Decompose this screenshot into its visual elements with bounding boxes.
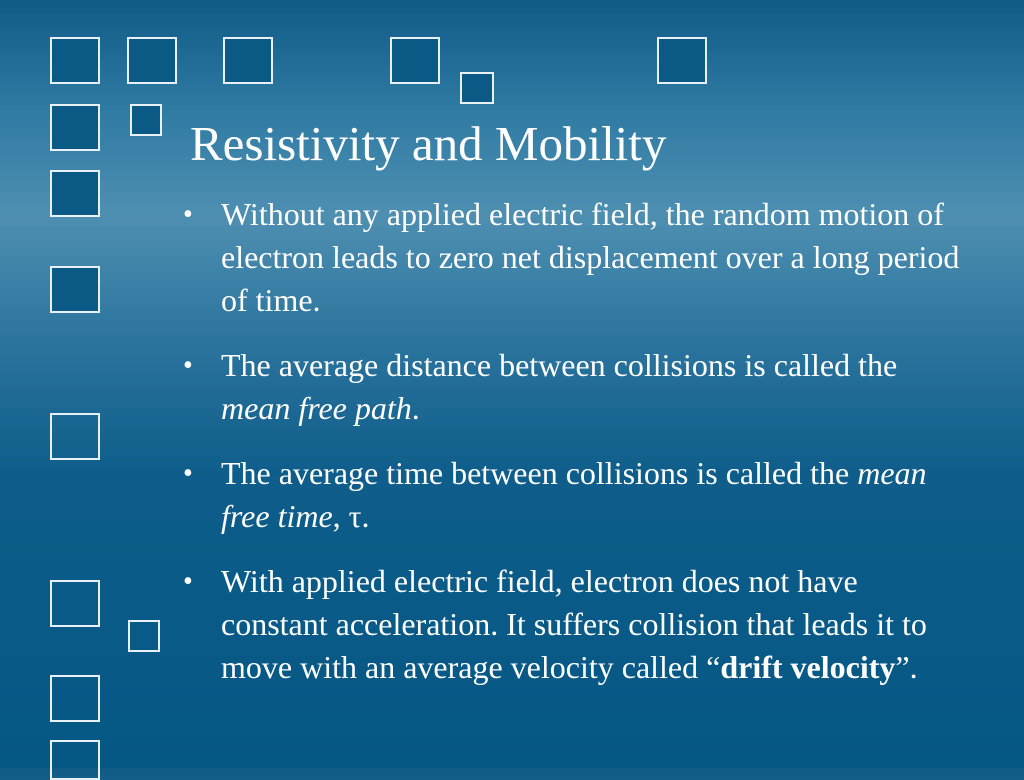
decorative-square bbox=[130, 104, 162, 136]
bullet-list bbox=[180, 193, 970, 711]
slide-title: Resistivity and Mobility bbox=[190, 116, 667, 171]
decorative-square bbox=[50, 266, 100, 313]
decorative-square bbox=[50, 675, 100, 722]
decorative-square bbox=[657, 37, 707, 84]
bullet-item bbox=[180, 344, 970, 430]
bullet-marker: • bbox=[183, 458, 193, 489]
bullet-marker: • bbox=[183, 199, 193, 230]
bullet-text-part: The average time between collisions is called the bbox=[221, 455, 858, 491]
bullet-text-part: The average distance between collisions is called the bbox=[221, 347, 898, 383]
bullet-item bbox=[180, 193, 970, 322]
bullet-strong: drift velocity bbox=[720, 649, 896, 685]
decorative-square bbox=[50, 580, 100, 627]
decorative-square bbox=[50, 413, 100, 460]
bullet-item bbox=[180, 452, 970, 538]
decorative-square bbox=[460, 72, 494, 104]
decorative-square bbox=[223, 37, 273, 84]
bullet-text: Without any applied electric field, the random motion of electron leads to zero net displacement over a long period of time. bbox=[221, 196, 960, 318]
bullet-marker: • bbox=[183, 566, 193, 597]
decorative-square bbox=[50, 740, 100, 780]
bullet-text bbox=[221, 560, 970, 689]
bullet-emphasis: mean free time bbox=[221, 455, 927, 534]
bullet-text bbox=[221, 452, 970, 538]
bullet-text-part: With applied electric field, electron does not have constant acceleration. It suffers collision that leads it to move with an average velocity called “ bbox=[221, 563, 927, 685]
bullet-text-part: ”. bbox=[895, 649, 918, 685]
decorative-square bbox=[50, 37, 100, 84]
bullet-emphasis: mean free path bbox=[221, 390, 412, 426]
decorative-square bbox=[50, 104, 100, 151]
bullet-text bbox=[221, 344, 970, 430]
bullet-marker: • bbox=[183, 350, 193, 381]
decorative-square bbox=[390, 37, 440, 84]
bullet-text-part: . bbox=[411, 390, 420, 426]
decorative-square bbox=[127, 37, 177, 84]
bullet-item bbox=[180, 560, 970, 689]
bullet-text-part: , τ. bbox=[332, 498, 370, 534]
decorative-square bbox=[50, 170, 100, 217]
decorative-square bbox=[128, 620, 160, 652]
